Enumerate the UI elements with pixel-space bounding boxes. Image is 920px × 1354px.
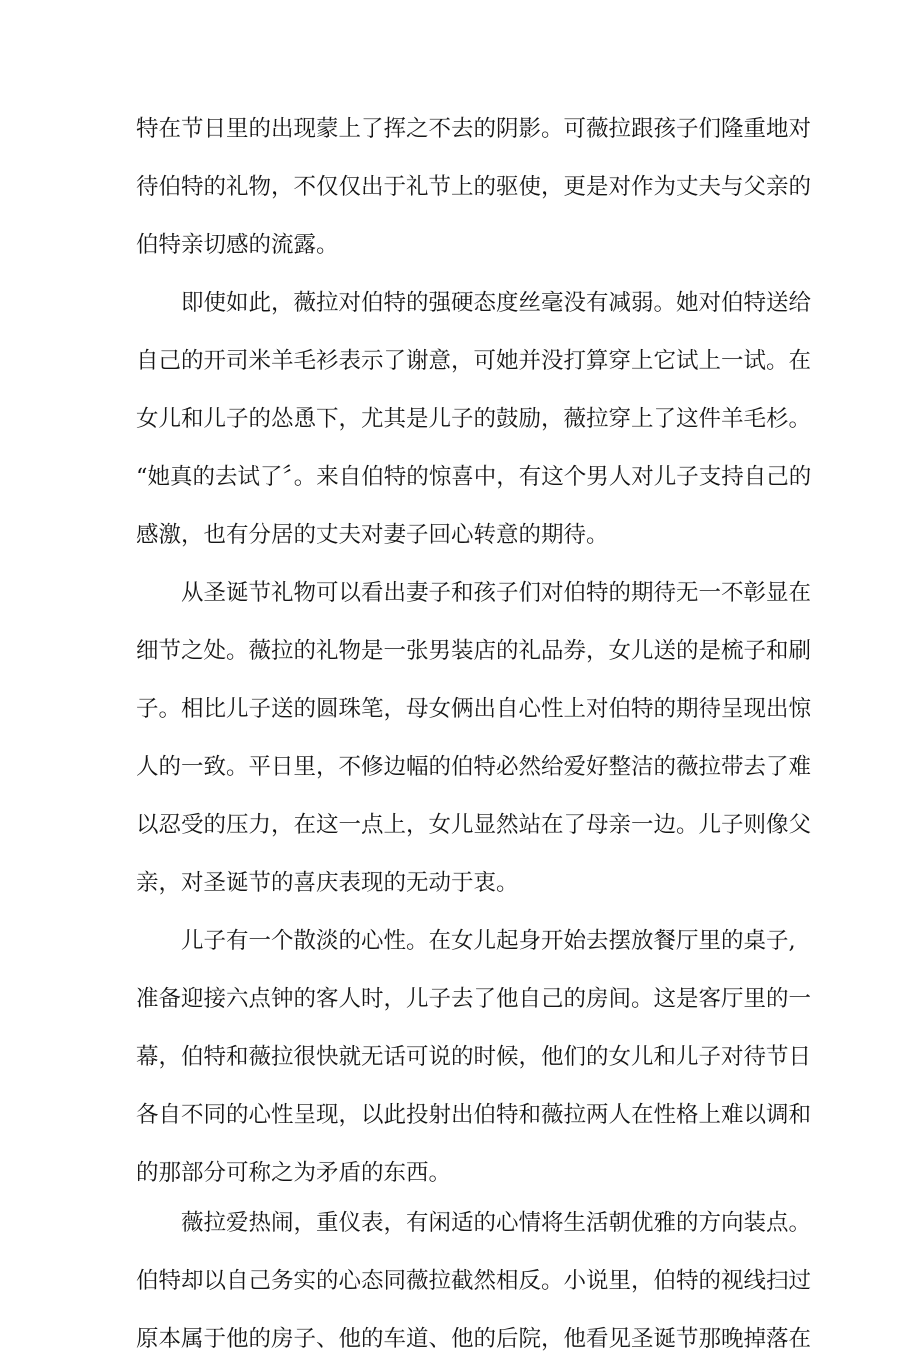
text-line: 从圣诞节礼物可以看出妻子和孩子们对伯特的期待无一不彰显在	[136, 580, 812, 606]
text-line: 准备迎接六点钟的客人时，儿子去了他自己的房间。这是客厅里的一	[136, 986, 812, 1012]
text-line: 儿子有一个散淡的心性。在女儿起身开始去摆放餐厅里的桌子,	[136, 928, 796, 954]
paragraph-3	[136, 578, 812, 898]
text-line: 薇拉爱热闹，重仪表，有闲适的心情将生活朝优雅的方向装点。	[136, 1210, 812, 1236]
text-line: 自己的开司米羊毛衫表示了谢意，可她并没打算穿上它试上一试。在	[136, 348, 812, 374]
text-line: 幕，伯特和薇拉很快就无话可说的时候，他们的女儿和儿子对待节日	[136, 1044, 812, 1070]
text-line: 细节之处。薇拉的礼物是一张男装店的礼品券，女儿送的是梳子和刷	[136, 638, 812, 664]
paragraph-5	[136, 1208, 812, 1354]
text-line: 子。相比儿子送的圆珠笔，母女俩出自心性上对伯特的期待呈现出惊	[136, 696, 812, 722]
text-line: 感激，也有分居的丈夫对妻子回心转意的期待。	[136, 522, 609, 548]
text-line: 的那部分可称之为矛盾的东西。	[136, 1160, 452, 1186]
text-line: 特在节日里的出现蒙上了挥之不去的阴影。可薇拉跟孩子们隆重地对	[136, 116, 812, 142]
text-line: 原本属于他的房子、他的车道、他的后院，他看见圣诞节那晚掉落在	[136, 1326, 812, 1352]
paragraph-1	[136, 114, 812, 260]
text-line: 即使如此，薇拉对伯特的强硬态度丝毫没有减弱。她对伯特送给	[136, 290, 812, 316]
document-body	[136, 114, 812, 1354]
paragraph-4	[136, 926, 812, 1188]
text-line: 以忍受的压力，在这一点上，女儿显然站在了母亲一边。儿子则像父	[136, 812, 812, 838]
text-line: “她真的去试了〞。来自伯特的惊喜中，有这个男人对儿子支持自己的	[136, 464, 812, 490]
text-line: 亲，对圣诞节的喜庆表现的无动于衷。	[136, 870, 519, 896]
text-line: 待伯特的礼物，不仅仅出于礼节上的驱使，更是对作为丈夫与父亲的	[136, 174, 812, 200]
text-line: 人的一致。平日里，不修边幅的伯特必然给爱好整洁的薇拉带去了难	[136, 754, 812, 780]
text-line: 女儿和儿子的怂恿下，尤其是儿子的鼓励，薇拉穿上了这件羊毛杉。	[136, 406, 812, 432]
text-line: 伯特亲切感的流露。	[136, 232, 339, 258]
paragraph-2	[136, 288, 812, 550]
text-line: 伯特却以自己务实的心态同薇拉截然相反。小说里，伯特的视线扫过	[136, 1268, 812, 1294]
text-line: 各自不同的心性呈现，以此投射出伯特和薇拉两人在性格上难以调和	[136, 1102, 812, 1128]
